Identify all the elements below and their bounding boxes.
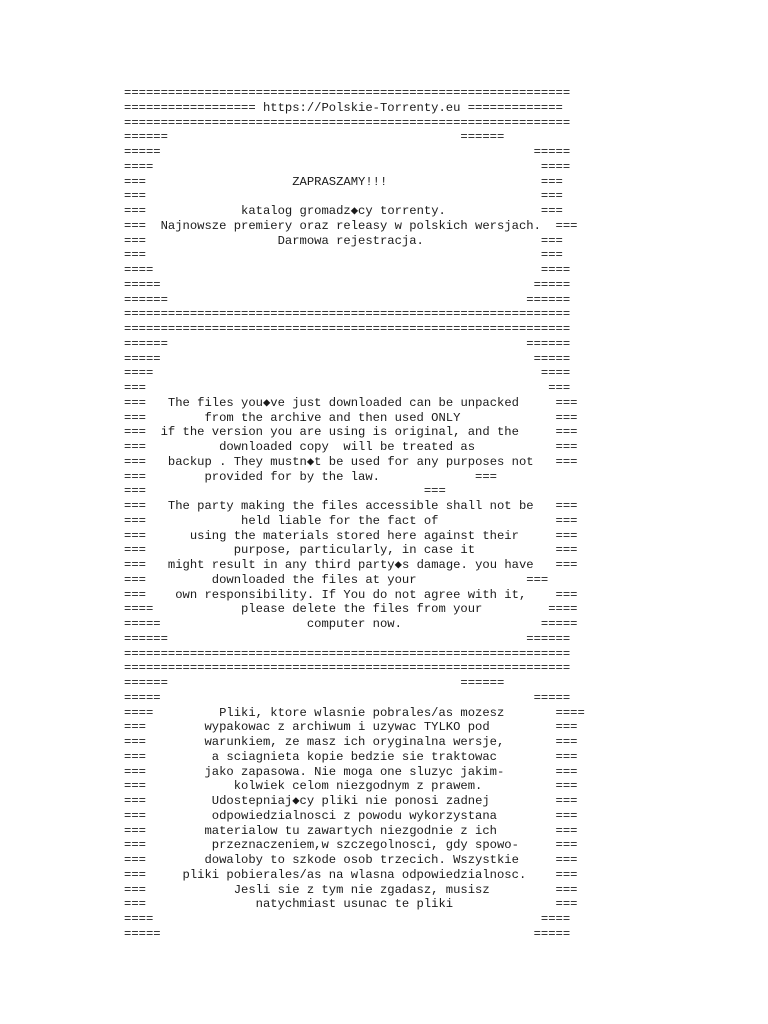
text-line: ===== ===== (124, 277, 571, 292)
text-line: ============================================================= (124, 322, 571, 336)
text-line: ==== ==== (124, 366, 571, 381)
text-line: === if the version you are using is original, and the === (124, 425, 578, 440)
text-line: === ZAPRASZAMY!!! === (124, 174, 563, 189)
text-line: ===== ===== (124, 351, 571, 366)
text-line: === downloaded the files at your === (124, 572, 549, 587)
text-line: ==== ==== (124, 159, 571, 174)
text-line: === Udostepniaj◆cy pliki nie ponosi zadnej === (124, 794, 578, 808)
text-line: ==== Pliki, ktore wlasnie pobrales/as mozesz ==== (124, 705, 585, 720)
text-line: === using the materials stored here against their === (124, 528, 578, 543)
text-line: === wypakowac z archiwum i uzywac TYLKO pod === (124, 720, 578, 735)
text-line: ==== ==== (124, 912, 571, 926)
text-line: === might result in any third party◆s damage. you have === (124, 558, 578, 572)
text-line: === === (124, 484, 446, 499)
text-line: ==== ==== (124, 263, 571, 277)
text-line: === purpose, particularly, in case it === (124, 543, 578, 558)
text-line: === przeznaczeniem,w szczegolnosci, gdy spowo- === (124, 838, 578, 853)
text-line: === jako zapasowa. Nie moga one sluzyc jakim- === (124, 764, 578, 779)
text-line: === The party making the files accessible shall not be === (124, 499, 578, 513)
text-line: === The files you◆ve just downloaded can be unpacked === (124, 395, 578, 410)
text-line: === warunkiem, ze masz ich oryginalna wersje, === (124, 735, 578, 749)
text-line: === held liable for the fact of === (124, 513, 578, 528)
text-line: ===== ===== (124, 690, 571, 705)
text-line: ============================================================= (124, 115, 571, 130)
text-line: === dowaloby to szkode osob trzecich. Wszystkie === (124, 853, 578, 867)
text-line: === === (124, 248, 563, 263)
text-line: === === (124, 189, 563, 204)
text-line: ============================================================= (124, 646, 571, 661)
text-line: ============================================================= (124, 86, 571, 100)
text-line: ================== https://Polskie-Torrenty.eu ============= (124, 100, 563, 115)
text-line: === a sciagnieta kopie bedzie sie traktowac === (124, 749, 578, 764)
text-line: ===== ===== (124, 145, 571, 159)
text-line: === katalog gromadz◆cy torrenty. === (124, 204, 563, 218)
text-line: ============================================================= (124, 661, 571, 676)
text-line: === kolwiek celom niezgodnym z prawem. === (124, 779, 578, 794)
text-line: === Najnowsze premiery oraz releasy w polskich wersjach. === (124, 218, 578, 233)
text-line: ====== ====== (124, 130, 505, 145)
text-line: ====== ====== (124, 631, 571, 646)
text-line: ====== ====== (124, 336, 571, 351)
text-line: === from the archive and then used ONLY === (124, 410, 578, 425)
text-line: ====== ====== (124, 676, 505, 690)
text-line: === Darmowa rejestracja. === (124, 233, 563, 248)
text-line: === Jesli sie z tym nie zgadasz, musisz === (124, 882, 578, 897)
text-line: === backup . They mustn◆t be used for any purposes not === (124, 454, 578, 469)
text-line: === natychmiast usunac te pliki === (124, 897, 578, 912)
text-line: === pliki pobierales/as na wlasna odpowiedzialnosc. === (124, 867, 578, 882)
ascii-banner-text (124, 86, 585, 942)
text-line: === own responsibility. If You do not agree with it, === (124, 587, 578, 602)
text-line: === === (124, 381, 571, 395)
text-line: === odpowiedzialnosci z powodu wykorzystana === (124, 808, 578, 823)
text-line: === provided for by the law. === (124, 469, 497, 484)
text-line: ===== ===== (124, 926, 571, 941)
text-line: === downloaded copy will be treated as === (124, 440, 578, 454)
text-line: === materialow tu zawartych niezgodnie z ich === (124, 823, 578, 838)
text-line: ==== please delete the files from your ==== (124, 602, 578, 617)
text-line: ============================================================= (124, 307, 571, 322)
text-line: ====== ====== (124, 292, 571, 307)
text-line: ===== computer now. ===== (124, 617, 578, 631)
